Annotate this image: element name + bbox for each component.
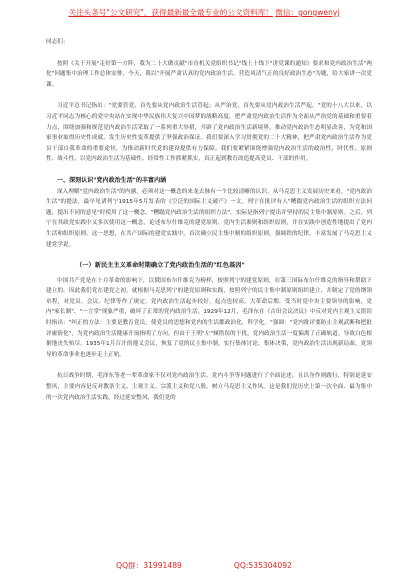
- section-heading-1: 一、深刻认识"党内政治生活"的丰富内涵: [57, 176, 167, 184]
- document-body: [46, 37, 372, 403]
- concept-paragraph: 深入理解"党内政治生活"的内涵，必须对这一概念的来龙去脉有一个比较清晰的认识。从马克思主义发展历史来看，"党内政治生活"的提法，最早见诸列宁1915年5月发表的《空泛的国际主义破产》一文。列宁在批评有人"糟蹋党内政治生活的组织方法问题，提出不同的意见"时使用了这一概念。"糟蹋党内政治生活的组织方法"，实际是指列宁提出并坚持的民主集中制原则。之后，列宁在其政党实践中又多次使用这一概念，论述布尔什维克的建党原则、党内生活准则和组织原则，并在实践中创造性地提出了党内生活和组织原则。这一思想，在共产国际的建党实践中，首次确立民主集中制的组织原则，强调铁的纪律，丰富发展了马克思主义建党学说。: [46, 188, 372, 248]
- history-paragraph: 中国共产党是在十月革命的影响下，以俄国布尔什维克为榜样，按照列宁的建党原则，在第三国际布尔什维克的指导和帮助下建立的。因此我们党在建党之初，就根据马克思列宁的建党原则和实践，按照列宁的民主集中制原则组织建立，并制定了党的纲领章程，对党员、会议、纪律等作了规定。党内政治生活起步较好，起点也较高。大革命后期，受当时党中央主要领导的影响，党内"家长制"、"一言堂"现象严重，破坏了正常的党内政治生活。1929年12月，毛泽东在《古田会议决议》中反对党内主观主义错误时指出："纠正的方法：主要是教育党员，使党员的思想和党内的生活都政治化、科学化。"强调："党内批评要防止主观武断和把批评庸俗化"，为党内政治生活健康开展指明了方向。但由于王明"左"倾错误的干扰，党内政治生活一度偏离了正确轨道，导致白色根据地丧失殆尽。1935年1月召开的遵义会议，恢复了党的民主集中制，实行集体讨论、集体决策，党内政治生活出现新局面，党领导的革命事业也逐步走上正轨。: [46, 277, 372, 358]
- footer-qq-number: QQ:535304092: [233, 561, 292, 570]
- spacer: [46, 360, 372, 371]
- wartime-paragraph: 抗日战争时期，毛泽东等老一辈革命家不仅对党内政治生活、党内斗争等问题进行了全面论述，且以身作则践行，特别是延安整风，主要内容是反对教条主义、主观主义、宗派主义和党八股，树立马克思主义作风。这是我们党历史上第一次全面、最为集中的一次党内政治生活实践，经过延安整风，我们党的: [46, 373, 372, 401]
- intro-paragraph: 按照《关于开展"走好第一方阵，我为二十大做贡献"市直机关党组织书记"线上十线下"讲党课的通知》要求和党内政治生活"两化"问题集中治理工作总体安排，今天，我以"开展严肃认真的党内政治生活，营造风清气正的良好政治生态"为题，给大家讲一次党课。: [46, 60, 372, 88]
- spacer: [46, 165, 372, 176]
- spacer: [46, 250, 372, 261]
- spacer: [46, 90, 372, 101]
- salutation: 同志们：: [46, 39, 69, 45]
- subsection-heading-1: （一）新民主主义革命时期确立了党内政治生活的"红色基因": [76, 262, 245, 270]
- banner-wechat-text: 微信：gongwenyj: [275, 8, 340, 17]
- header-banner: [0, 8, 408, 18]
- banner-promo-text: 关注头条号"公文研究"，获得最新最全最专业的公文资料库！: [68, 8, 273, 17]
- context-paragraph: 习近平总书记指出："党要管党，首先要从党内政治生活管起；从严治党，首先要从党内政治生活严起。"党的十八大以来，以习近平同志为核心的党中央站在实现中华民族伟大复兴中国梦的战略高度，把严肃党内政治生活作为全面从严治党的基础和重要着力点，围绕加强和规范党内政治生活采取了一系列重大举措，开辟了党内政治生活新境界，推动党内政治生态明显改善，为党和国家事业取得历史性成就、发生历史性变革提供了坚强政治保证。我们要深入学习贯彻党的二十大精神，把严肃党内政治生活作为党员干部自我革命的重要途径，为推动新时代党的建设提供有力保障。我们要紧紧围绕增强党内政治生活的政治性、时代性、原则性、战斗性，以党内政治生活为基础性、经常性工作抓紧抓实，真正起到教育改造提高党员、干部的作用。: [46, 103, 372, 163]
- spacer: [46, 48, 372, 59]
- footer-contact: [0, 561, 408, 571]
- footer-qq-group: QQ群：31991489: [116, 561, 182, 570]
